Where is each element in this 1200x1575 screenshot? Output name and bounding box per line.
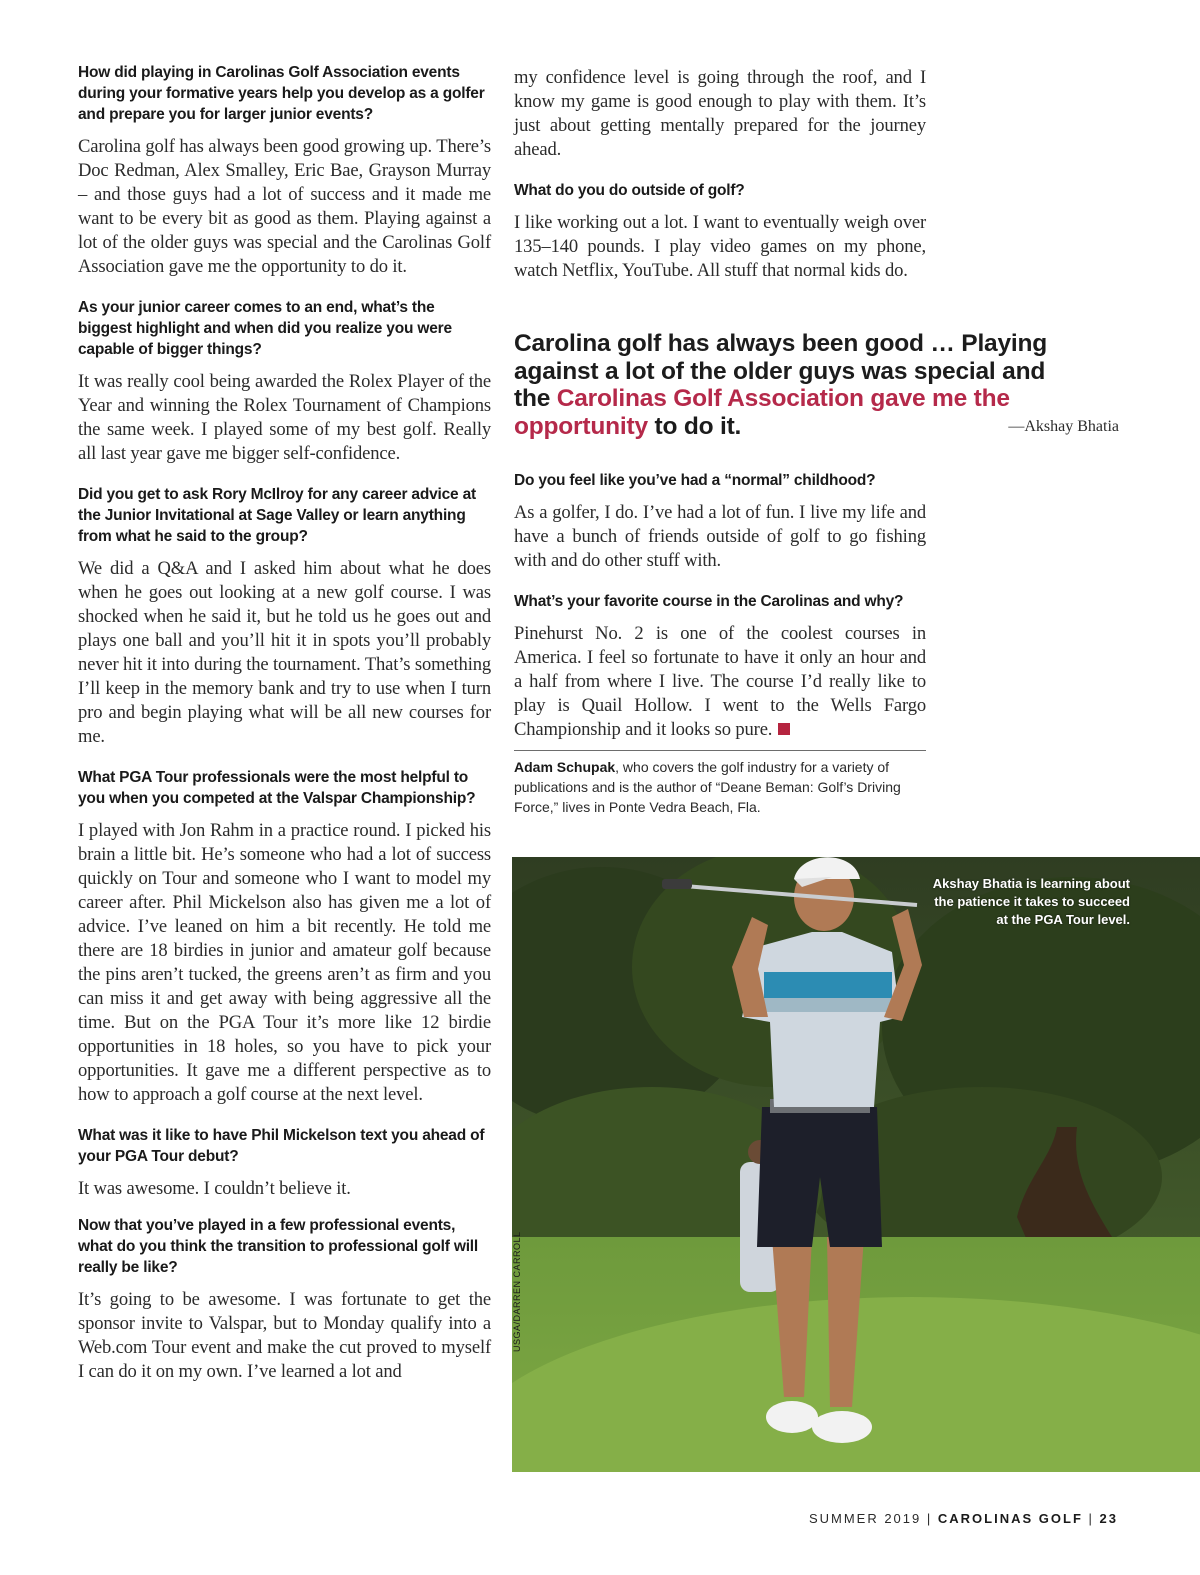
answer-6: It’s going to be awesome. I was fortunate to get the sponsor invite to Valspar, but to Monday qualify into a Web.com Tour event and make the cut proved to myself I can do it on my own. I’ve learned a lot and: [78, 1289, 491, 1382]
answer-9: [514, 622, 926, 742]
photo-credit: USGA/DARREN CARROLL: [512, 1231, 522, 1352]
pull-quote-part-1: Carolina golf has always been good … Playing against a lot of the older guys was special and the: [514, 330, 1048, 412]
question-8: Do you feel like you’ve had a “normal” childhood?: [514, 472, 876, 489]
pull-quote: [514, 330, 1119, 440]
right-column-lower: [514, 470, 926, 817]
photo-caption: Akshay Bhatia is learning about the patience it takes to succeed at the PGA Tour level.: [932, 876, 1130, 927]
question-2: As your junior career comes to an end, what’s the biggest highlight and when did you realize you were capable of bigger things?: [78, 299, 452, 358]
issue-label: SUMMER 2019: [808, 1511, 922, 1526]
golfer-photo: [512, 857, 1200, 1472]
question-6: Now that you’ve played in a few professional events, what do you think the transition to professional golf will really be like?: [78, 1217, 479, 1276]
pull-quote-text: [514, 330, 1049, 440]
answer-9-text: Pinehurst No. 2 is one of the coolest courses in America. I feel so fortunate to have it only an hour and a half from where I live. The course I’d really like to play is Quail Hollow. I went to the Wells Fargo Championship and it looks so pure.: [514, 623, 926, 740]
golfer-photo-image: [512, 857, 1200, 1472]
answer-3: We did a Q&A and I asked him about what he does when he goes out looking at a new golf course. I was shocked when he said it, but he told us he goes out and plays one ball and you’ll hit it in spots you’ll probably never hit it into during the tournament. That’s something I’ll keep in the memory bank and try to use when I turn pro and begin playing what will be all new courses for me.: [78, 558, 492, 747]
question-1: How did playing in Carolinas Golf Association events during your formative years help you develop as a golfer and prepare you for larger junior events?: [78, 64, 485, 123]
magazine-name: CAROLINAS GOLF: [937, 1511, 1083, 1526]
answer-5: It was awesome. I couldn’t believe it.: [78, 1178, 351, 1199]
author-bio-text: , who covers the golf industry for a variety of publications and is the author of “Deane Beman: Golf’s Driving Force,” lives in Ponte Vedra Beach, Fla.: [514, 759, 901, 815]
author-bio: [514, 757, 926, 817]
right-column-top: [514, 66, 926, 301]
pull-quote-part-2: to do it.: [647, 412, 742, 440]
question-3: Did you get to ask Rory McIlroy for any career advice at the Junior Invitational at Sage Valley or learn anything from what he said to the group?: [78, 486, 476, 545]
answer-8: As a golfer, I do. I’ve had a lot of fun. I live my life and have a bunch of friends outside of golf to go fishing with and do other stuff with.: [514, 502, 926, 571]
footer-separator: |: [926, 1511, 933, 1526]
continued-answer: my confidence level is going through the roof, and I know my game is good enough to play with them. It’s just about getting mentally prepared for the journey ahead.: [514, 67, 926, 160]
end-mark-icon: [778, 723, 790, 735]
footer-separator-2: |: [1088, 1511, 1094, 1526]
bio-divider: [514, 750, 926, 751]
answer-7: I like working out a lot. I want to eventually weigh over 135–140 pounds. I play video games on my phone, watch Netflix, YouTube. All stuff that normal kids do.: [514, 212, 926, 281]
page-footer: [809, 1511, 1118, 1526]
answer-2: It was really cool being awarded the Rolex Player of the Year and winning the Rolex Tournament of Champions the same week. I played some of my best golf. Really all last year gave me bigger self-confidence.: [78, 371, 491, 464]
page-number: 23: [1099, 1511, 1118, 1526]
answer-4: I played with Jon Rahm in a practice round. I picked his brain a little bit. He’s someone who had a lot of success quickly on Tour and someone who I want to model my career after. Phil Mickelson also has given me a lot of advice. I’ve leaned on him a bit recently. He told me there are 18 birdies in junior and amateur golf because the pins aren’t tucked, the greens aren’t as firm and you can miss it and get away with being aggressive all the time. But on the PGA Tour it’s more like 12 birdie opportunities in 18 holes, so you have to pick your opportunities. It gave me a different perspective as to how to approach a golf course at the next level.: [78, 820, 491, 1105]
pull-quote-attribution: —Akshay Bhatia: [1008, 418, 1119, 435]
author-name: Adam Schupak: [514, 759, 616, 775]
question-4: What PGA Tour professionals were the most helpful to you when you competed at the Valspar Championship?: [78, 769, 476, 807]
left-column: [78, 62, 491, 1402]
pull-quote-highlight: Carolinas Golf Association gave me the opportunity: [514, 385, 1010, 440]
question-5: What was it like to have Phil Mickelson text you ahead of your PGA Tour debut?: [78, 1127, 485, 1165]
answer-1: Carolina golf has always been good growing up. There’s Doc Redman, Alex Smalley, Eric Bae, Grayson Murray – and those guys had a lot of success and it made me want to be every bit as good as them. Playing against a lot of the older guys was special and the Carolinas Golf Association gave me the opportunity to do it.: [78, 136, 491, 277]
question-7: What do you do outside of golf?: [514, 182, 745, 199]
question-9: What’s your favorite course in the Carolinas and why?: [514, 593, 904, 610]
